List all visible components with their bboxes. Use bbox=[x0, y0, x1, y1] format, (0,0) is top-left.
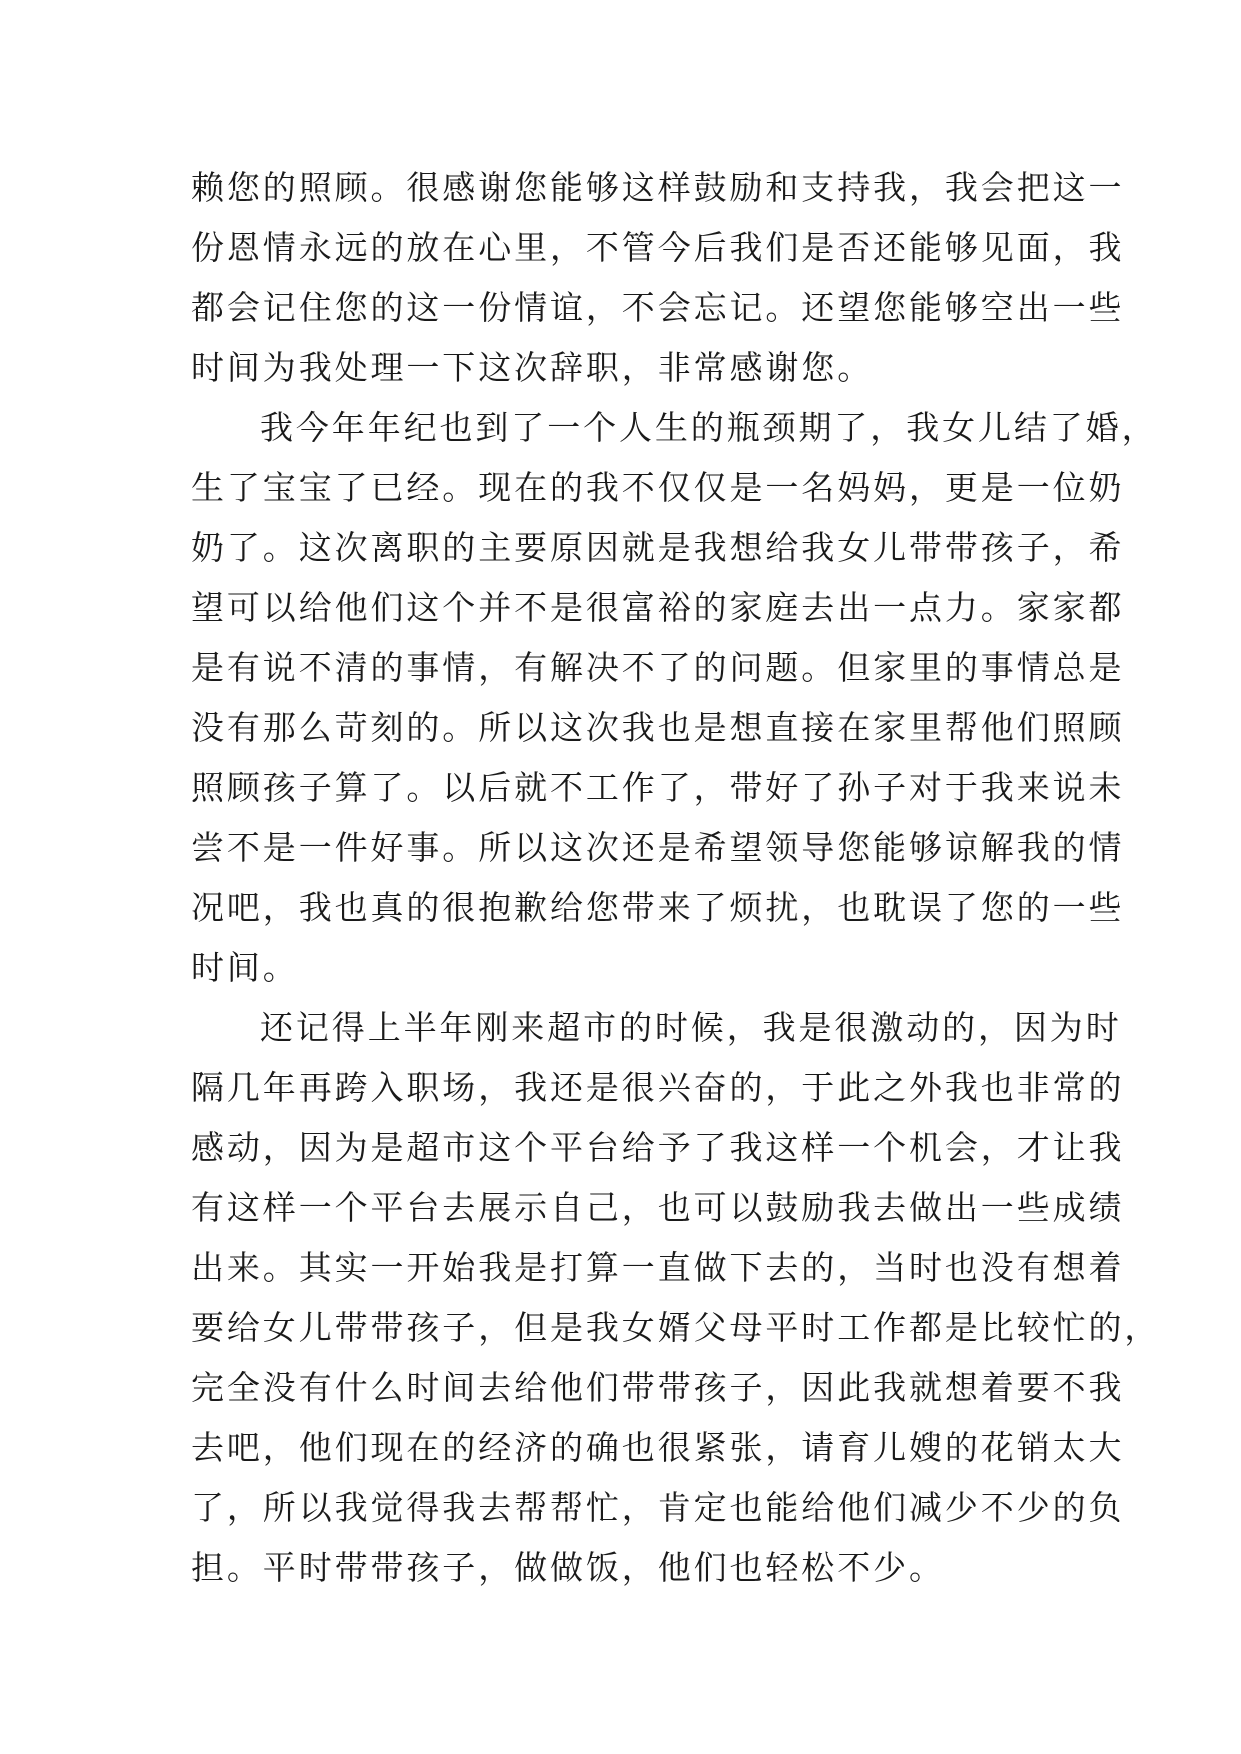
text-line: 担。平时带带孩子，做做饭，他们也轻松不少。 bbox=[191, 1548, 945, 1587]
text-line: 我今年年纪也到了一个人生的瓶颈期了，我女儿结了婚， bbox=[260, 408, 1158, 447]
paragraph-1 bbox=[191, 158, 1125, 398]
text-line: 有这样一个平台去展示自己，也可以鼓励我去做出一些成绩 bbox=[191, 1188, 1125, 1227]
text-line: 奶了。这次离职的主要原因就是我想给我女儿带带孩子，希 bbox=[191, 528, 1125, 567]
text-line: 况吧，我也真的很抱歉给您带来了烦扰，也耽误了您的一些 bbox=[191, 888, 1125, 927]
text-line: 隔几年再跨入职场，我还是很兴奋的，于此之外我也非常的 bbox=[191, 1068, 1125, 1107]
text-line: 出来。其实一开始我是打算一直做下去的，当时也没有想着 bbox=[191, 1248, 1125, 1287]
text-line: 了，所以我觉得我去帮帮忙，肯定也能给他们减少不少的负 bbox=[191, 1488, 1125, 1527]
document-body bbox=[191, 158, 1161, 1598]
text-line: 照顾孩子算了。以后就不工作了，带好了孙子对于我来说未 bbox=[191, 768, 1125, 807]
text-line: 都会记住您的这一份情谊，不会忘记。还望您能够空出一些 bbox=[191, 288, 1125, 327]
text-line: 时间为我处理一下这次辞职，非常感谢您。 bbox=[191, 348, 874, 387]
text-line: 没有那么苛刻的。所以这次我也是想直接在家里帮他们照顾 bbox=[191, 708, 1125, 747]
text-line: 感动，因为是超市这个平台给予了我这样一个机会，才让我 bbox=[191, 1128, 1125, 1167]
text-line: 要给女儿带带孩子，但是我女婿父母平时工作都是比较忙的， bbox=[191, 1308, 1161, 1347]
text-line: 时间。 bbox=[191, 948, 299, 987]
text-line: 去吧，他们现在的经济的确也很紧张，请育儿嫂的花销太大 bbox=[191, 1428, 1125, 1467]
text-line: 尝不是一件好事。所以这次还是希望领导您能够谅解我的情 bbox=[191, 828, 1125, 867]
text-line: 是有说不清的事情，有解决不了的问题。但家里的事情总是 bbox=[191, 648, 1125, 687]
text-line: 生了宝宝了已经。现在的我不仅仅是一名妈妈，更是一位奶 bbox=[191, 468, 1125, 507]
paragraph-2 bbox=[191, 398, 1158, 998]
text-line: 还记得上半年刚来超市的时候，我是很激动的，因为时 bbox=[260, 1008, 1122, 1047]
text-line: 完全没有什么时间去给他们带带孩子，因此我就想着要不我 bbox=[191, 1368, 1125, 1407]
text-line: 望可以给他们这个并不是很富裕的家庭去出一点力。家家都 bbox=[191, 588, 1125, 627]
text-line: 份恩情永远的放在心里，不管今后我们是否还能够见面，我 bbox=[191, 228, 1125, 267]
text-line: 赖您的照顾。很感谢您能够这样鼓励和支持我，我会把这一 bbox=[191, 168, 1125, 207]
paragraph-3 bbox=[191, 998, 1161, 1598]
